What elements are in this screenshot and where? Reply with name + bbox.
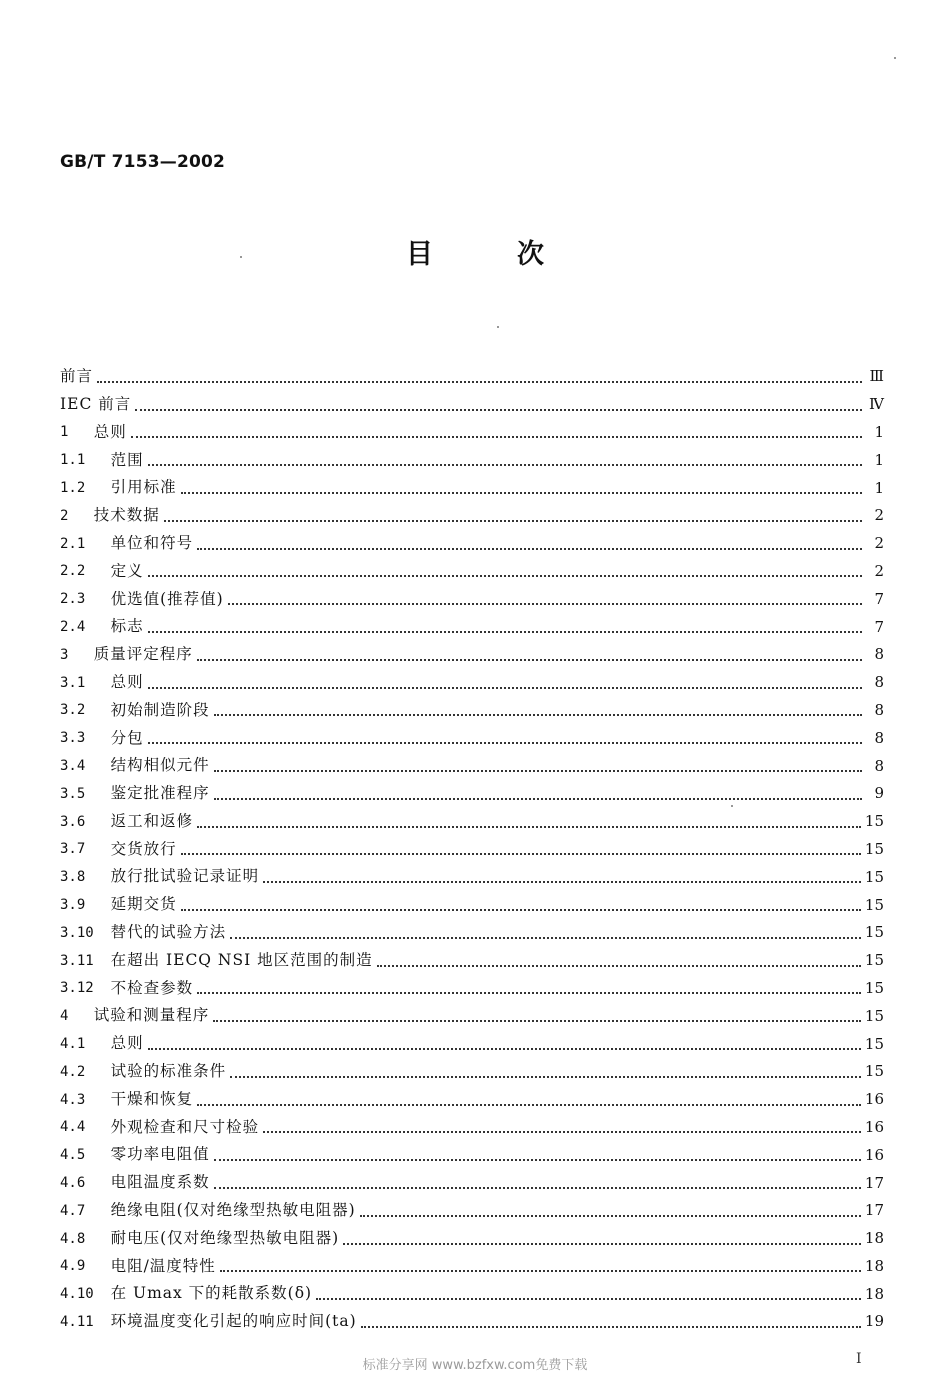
toc-entry[interactable] xyxy=(60,836,884,864)
toc-entry-title: 在超出 IECQ NSI 地区范围的制造 xyxy=(110,950,373,969)
toc-entry-page: Ⅲ xyxy=(869,367,884,386)
toc-entry[interactable] xyxy=(60,697,884,725)
toc-entry-page: 15 xyxy=(864,923,884,942)
toc-entry[interactable] xyxy=(60,1002,884,1030)
scan-speck xyxy=(731,805,733,807)
toc-entry[interactable] xyxy=(60,613,884,641)
toc-entry-title: 总则 xyxy=(110,672,144,691)
toc-entry-number: 4.4 xyxy=(60,1119,111,1136)
toc-entry-title: 质量评定程序 xyxy=(93,645,193,664)
toc-entry[interactable] xyxy=(60,1225,884,1253)
toc-entry[interactable] xyxy=(60,1086,884,1114)
dot-leader xyxy=(360,1215,861,1217)
toc-entry-title: 零功率电阻值 xyxy=(110,1145,210,1164)
toc-entry-title: 分包 xyxy=(110,728,144,747)
footer-watermark: 标准分享网 www.bzfxw.com免费下载 xyxy=(362,1358,588,1373)
toc-entry-page: 18 xyxy=(864,1284,884,1303)
dot-leader xyxy=(197,826,861,828)
toc-entry-number: 4 xyxy=(60,1008,94,1025)
toc-entry[interactable] xyxy=(60,558,884,586)
toc-entry[interactable] xyxy=(60,363,884,391)
toc-entry-title: 外观检查和尺寸检验 xyxy=(110,1117,260,1136)
toc-entry-page: Ⅳ xyxy=(869,395,884,414)
toc-entry[interactable] xyxy=(60,446,884,474)
toc-entry-page: 15 xyxy=(864,951,884,970)
toc-entry[interactable] xyxy=(60,947,884,975)
toc-entry-number: 4.8 xyxy=(60,1230,111,1247)
dot-leader xyxy=(214,798,862,800)
toc-entry-number: 1 xyxy=(60,424,94,441)
toc-entry-number: 3.11 xyxy=(60,952,111,969)
toc-entry-page: 16 xyxy=(864,1090,884,1109)
toc-entry-page: 15 xyxy=(864,839,884,858)
toc-entry-number: 1.1 xyxy=(60,452,111,469)
toc-entry-page: 8 xyxy=(874,700,884,719)
toc-entry-page: 2 xyxy=(874,534,884,553)
toc-entry-title: 结构相似元件 xyxy=(110,756,210,775)
toc-entry-page: 8 xyxy=(874,728,884,747)
toc-entry-page: 8 xyxy=(874,673,884,692)
toc-entry-page: 15 xyxy=(864,1006,884,1025)
toc-entry-page: 16 xyxy=(864,1117,884,1136)
toc-entry-page: 18 xyxy=(864,1229,884,1248)
toc-entry-number: 2.4 xyxy=(60,619,111,636)
dot-leader xyxy=(214,1187,861,1189)
toc-entry-number: 3.8 xyxy=(60,869,111,886)
toc-entry-number: 4.9 xyxy=(60,1258,111,1275)
toc-entry-title: 替代的试验方法 xyxy=(110,923,227,942)
toc-entry-title: 单位和符号 xyxy=(110,533,194,552)
toc-entry-title: 不检查参数 xyxy=(110,978,194,997)
toc-entry[interactable] xyxy=(60,1253,884,1281)
toc-entry-page: 18 xyxy=(864,1256,884,1275)
dot-leader xyxy=(197,992,861,994)
toc-entry-number: 4.11 xyxy=(60,1313,111,1330)
toc-entry-page: 16 xyxy=(864,1145,884,1164)
toc-entry-title: 标志 xyxy=(110,617,144,636)
dot-leader xyxy=(263,881,861,883)
toc-entry-title: 返工和返修 xyxy=(110,811,194,830)
toc-entry[interactable] xyxy=(60,1114,884,1142)
dot-leader xyxy=(230,937,861,939)
dot-leader xyxy=(214,1159,861,1161)
scan-speck xyxy=(240,256,242,258)
toc-entry[interactable] xyxy=(60,419,884,447)
toc-entry-page: 1 xyxy=(874,450,884,469)
toc-entry-number: 2.3 xyxy=(60,591,111,608)
dot-leader xyxy=(197,1104,861,1106)
toc-entry-title: 电阻/温度特性 xyxy=(110,1256,216,1275)
standard-code: GB/T 7153—2002 xyxy=(60,152,226,172)
footer-page-number: I xyxy=(856,1351,862,1367)
dot-leader xyxy=(263,1131,861,1133)
toc-entry-title: 前言 xyxy=(60,367,94,386)
toc-entry[interactable] xyxy=(60,1058,884,1086)
toc-entry-page: 15 xyxy=(864,1034,884,1053)
toc-entry[interactable] xyxy=(60,724,884,752)
toc-entry-page: 15 xyxy=(864,978,884,997)
toc-entry-number: 3.12 xyxy=(60,980,111,997)
toc-entry-number: 3.2 xyxy=(60,702,111,719)
toc-entry-title: 试验和测量程序 xyxy=(93,1006,210,1025)
toc-entry[interactable] xyxy=(60,641,884,669)
dot-leader xyxy=(148,464,862,466)
toc-entry-number: 3 xyxy=(60,646,94,663)
toc-entry[interactable] xyxy=(60,975,884,1003)
toc-entry-page: 2 xyxy=(874,506,884,525)
toc-entry-title: 鉴定批准程序 xyxy=(110,784,210,803)
toc-entry-number: 3.10 xyxy=(60,924,111,941)
dot-leader xyxy=(230,1076,861,1078)
toc-entry-number: 3.5 xyxy=(60,785,111,802)
toc-entry-number: 2.2 xyxy=(60,563,111,580)
page-title: 目次 xyxy=(406,239,628,270)
toc-entry[interactable] xyxy=(60,808,884,836)
toc-entry-page: 1 xyxy=(874,422,884,441)
toc-entry-page: 19 xyxy=(864,1312,884,1331)
toc-entry[interactable] xyxy=(60,530,884,558)
toc-entry[interactable] xyxy=(60,919,884,947)
toc-entry-page: 17 xyxy=(864,1173,884,1192)
toc-entry-number: 4.3 xyxy=(60,1091,111,1108)
dot-leader xyxy=(181,909,861,911)
scan-speck xyxy=(894,57,896,59)
dot-leader xyxy=(214,714,862,716)
toc-entry-title: 定义 xyxy=(110,561,144,580)
dot-leader xyxy=(197,548,862,550)
toc-entry[interactable] xyxy=(60,585,884,613)
toc-entry[interactable] xyxy=(60,391,884,419)
dot-leader xyxy=(228,603,862,605)
toc-entry-title: 放行批试验记录证明 xyxy=(110,867,260,886)
dot-leader xyxy=(164,520,862,522)
toc-entry-title: 总则 xyxy=(110,1034,144,1053)
toc-entry-number: 2 xyxy=(60,507,94,524)
dot-leader xyxy=(131,436,862,438)
toc-entry[interactable] xyxy=(60,780,884,808)
toc-entry-title: 范围 xyxy=(110,450,144,469)
toc-entry-page: 2 xyxy=(874,561,884,580)
dot-leader xyxy=(316,1298,861,1300)
toc-entry-number: 4.5 xyxy=(60,1147,111,1164)
dot-leader xyxy=(148,631,862,633)
toc-entry[interactable] xyxy=(60,863,884,891)
toc-entry-number: 3.6 xyxy=(60,813,111,830)
dot-leader xyxy=(197,659,862,661)
toc-entry[interactable] xyxy=(60,891,884,919)
toc-entry-number: 4.7 xyxy=(60,1202,111,1219)
toc-entry-title: 延期交货 xyxy=(110,895,177,914)
dot-leader xyxy=(220,1270,861,1272)
toc-entry[interactable] xyxy=(60,1308,884,1336)
dot-leader xyxy=(377,965,861,967)
toc-entry[interactable] xyxy=(60,669,884,697)
toc-entry[interactable] xyxy=(60,474,884,502)
toc-entry-number: 4.10 xyxy=(60,1286,111,1303)
toc-entry-title: 引用标准 xyxy=(110,478,177,497)
toc-entry-title: 环境温度变化引起的响应时间(ta) xyxy=(110,1312,357,1331)
toc-entry-title: 试验的标准条件 xyxy=(110,1062,227,1081)
dot-leader xyxy=(148,575,862,577)
toc-entry-number: 3.1 xyxy=(60,674,111,691)
dot-leader xyxy=(214,770,862,772)
toc-entry-title: 耐电压(仅对绝缘型热敏电阻器) xyxy=(110,1228,340,1247)
toc-entry-page: 7 xyxy=(874,589,884,608)
toc-entry-number: 3.7 xyxy=(60,841,111,858)
toc-entry-page: 7 xyxy=(874,617,884,636)
dot-leader xyxy=(148,742,862,744)
toc-entry-title: IEC 前言 xyxy=(60,394,132,413)
scan-speck xyxy=(497,326,499,328)
toc-entry-title: 在 Umax 下的耗散系数(δ) xyxy=(110,1284,313,1303)
dot-leader xyxy=(181,492,862,494)
toc-entry[interactable] xyxy=(60,502,884,530)
dot-leader xyxy=(148,687,862,689)
toc-entry-number: 1.2 xyxy=(60,480,111,497)
toc-entry-title: 交货放行 xyxy=(110,839,177,858)
toc-entry-number: 3.3 xyxy=(60,730,111,747)
dot-leader xyxy=(361,1326,861,1328)
toc-entry-title: 总则 xyxy=(93,422,127,441)
toc-entry[interactable] xyxy=(60,752,884,780)
dot-leader xyxy=(343,1243,861,1245)
table-of-contents xyxy=(60,363,884,1336)
dot-leader xyxy=(213,1020,861,1022)
toc-entry[interactable] xyxy=(60,1030,884,1058)
toc-entry-title: 干燥和恢复 xyxy=(110,1089,194,1108)
toc-entry-number: 4.1 xyxy=(60,1036,111,1053)
toc-entry-title: 技术数据 xyxy=(93,506,160,525)
toc-entry[interactable] xyxy=(60,1197,884,1225)
toc-entry-number: 4.2 xyxy=(60,1063,111,1080)
toc-entry-page: 8 xyxy=(874,645,884,664)
dot-leader xyxy=(135,409,862,411)
toc-entry-title: 优选值(推荐值) xyxy=(110,589,224,608)
toc-entry[interactable] xyxy=(60,1280,884,1308)
toc-entry-page: 15 xyxy=(864,1062,884,1081)
toc-entry-page: 9 xyxy=(874,784,884,803)
toc-entry-title: 电阻温度系数 xyxy=(110,1173,210,1192)
toc-entry-title: 初始制造阶段 xyxy=(110,700,210,719)
toc-entry-page: 8 xyxy=(874,756,884,775)
toc-entry[interactable] xyxy=(60,1141,884,1169)
toc-entry-number: 3.9 xyxy=(60,897,111,914)
toc-entry-number: 2.1 xyxy=(60,535,111,552)
toc-entry-page: 15 xyxy=(864,895,884,914)
toc-entry-page: 15 xyxy=(864,867,884,886)
toc-entry-title: 绝缘电阻(仅对绝缘型热敏电阻器) xyxy=(110,1201,356,1220)
toc-entry-page: 17 xyxy=(864,1201,884,1220)
dot-leader xyxy=(148,1048,861,1050)
dot-leader xyxy=(181,853,861,855)
toc-entry-page: 1 xyxy=(874,478,884,497)
dot-leader xyxy=(97,381,862,383)
toc-entry-number: 3.4 xyxy=(60,758,111,775)
toc-entry-number: 4.6 xyxy=(60,1175,111,1191)
toc-entry-page: 15 xyxy=(864,812,884,831)
toc-entry[interactable] xyxy=(60,1169,884,1197)
